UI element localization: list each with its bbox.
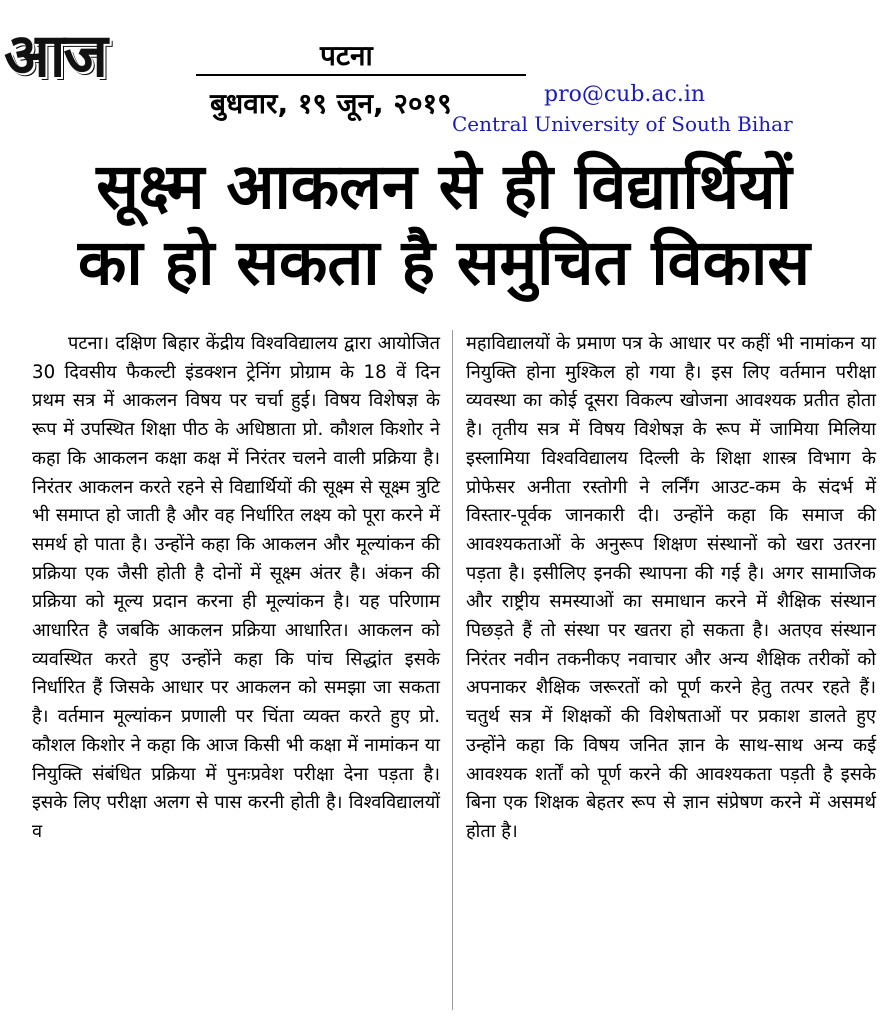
headline-line-2: का हो सकता है समुचित विकास — [78, 226, 810, 299]
dateline-city: पटना — [320, 39, 373, 72]
article-text-right: महाविद्यालयों के प्रमाण पत्र के आधार पर कहीं भी नामांकन या नियुक्ति होना मुश्किल हो गया है। इस लिए वर्तमान परीक्षा व्यवस्था का कोई दूसरा विकल्प खोजना आवश्यक प्रतीत होता है। तृतीय सत्र में विषय विशेषज्ञ के रूप में जामिया मिलिया इस्लामिया विश्वविद्यालय दिल्ली के शिक्षा शास्त्र विभाग के प्रोफेसर अनीता रस्तोगी ने लर्निंग आउट-कम के संदर्भ में विस्तार-पूर्वक जानकारी दी। उन्होंने कहा कि समाज की आवश्यकताओं के अनुरूप शिक्षण संस्थानों को खरा उतरना पड़ता है। इसीलिए इनकी स्थापना की गई है। अगर सामाजिक और राष्ट्रीय समस्याओं का समाधान करने में शैक्षिक संस्थान पिछड़ते हैं तो संस्था पर खतरा हो सकता है। अतएव संस्थान निरंतर नवीन तकनीकए नवाचार और अन्य शैक्षिक तरीकों को अपनाकर शैक्षिक जरूरतों को पूर्ण करने हेतु तत्पर रहते हैं। चतुर्थ सत्र में शिक्षकों की विशेषताओं पर प्रकाश डालते हुए उन्होंने कहा कि विषय जनित ज्ञान के साथ-साथ अन्य कई आवश्यक शर्तों को पूर्ण करने की आवश्यकता पड़ती है इसके बिना एक शिक्षक बेहतर रूप से ज्ञान संप्रेषण करने में असमर्थ होता है। — [466, 333, 876, 842]
article-column-left — [32, 330, 440, 847]
stamp-university: Central University of South Bihar — [452, 112, 793, 136]
article-text-left: पटना। दक्षिण बिहार केंद्रीय विश्वविद्यालय द्वारा आयोजित 30 दिवसीय फैकल्टी इंडक्शन ट्रेनिंग प्रोग्राम के 18 वें दिन प्रथम सत्र में आकलन विषय पर चर्चा हुई। विषय विशेषज्ञ के रूप में उपस्थित शिक्षा पीठ के अधिष्ठाता प्रो. कौशल किशोर ने कहा कि आकलन कक्षा कक्ष में निरंतर चलने वाली प्रक्रिया है। निरंतर आकलन करते रहने से विद्यार्थियों की सूक्ष्म से सूक्ष्म त्रुटि भी समाप्त हो जाती है और वह निर्धारित लक्ष्य को पूरा करने में समर्थ हो पाता है। उन्होंने कहा कि आकलन और मूल्यांकन की प्रक्रिया एक जैसी होती है दोनों में सूक्ष्म अंतर है। अंकन की प्रक्रिया को मूल्य प्रदान करना ही मूल्यांकन है। यह परिणाम आधारित है जबकि आकलन प्रक्रिया आधारित। आकलन को व्यवस्थित करते हुए उन्होंने कहा कि पांच सिद्धांत इसके निर्धारित हैं जिसके आधार पर आकलन को समझा जा सकता है। वर्तमान मूल्यांकन प्रणाली पर चिंता व्यक्त करते हुए प्रो. कौशल किशोर ने कहा कि आज किसी भी कक्षा में नामांकन या नियुक्ति संबंधित प्रक्रिया में पुनःप्रवेश परीक्षा देना पड़ता है। इसके लिए परीक्षा अलग से पास करनी होती है। विश्वविद्यालयों व — [32, 333, 440, 842]
publication-date: बुधवार, १९ जून, २०१९ — [210, 87, 452, 120]
newspaper-logo: आज — [4, 21, 106, 91]
stamp-email: pro@cub.ac.in — [544, 82, 706, 107]
article-column-right — [466, 330, 876, 847]
headline-line-1: सूक्ष्म आकलन से ही विद्यार्थियों — [96, 150, 792, 223]
column-divider — [452, 330, 453, 1010]
masthead-rule — [196, 74, 526, 76]
